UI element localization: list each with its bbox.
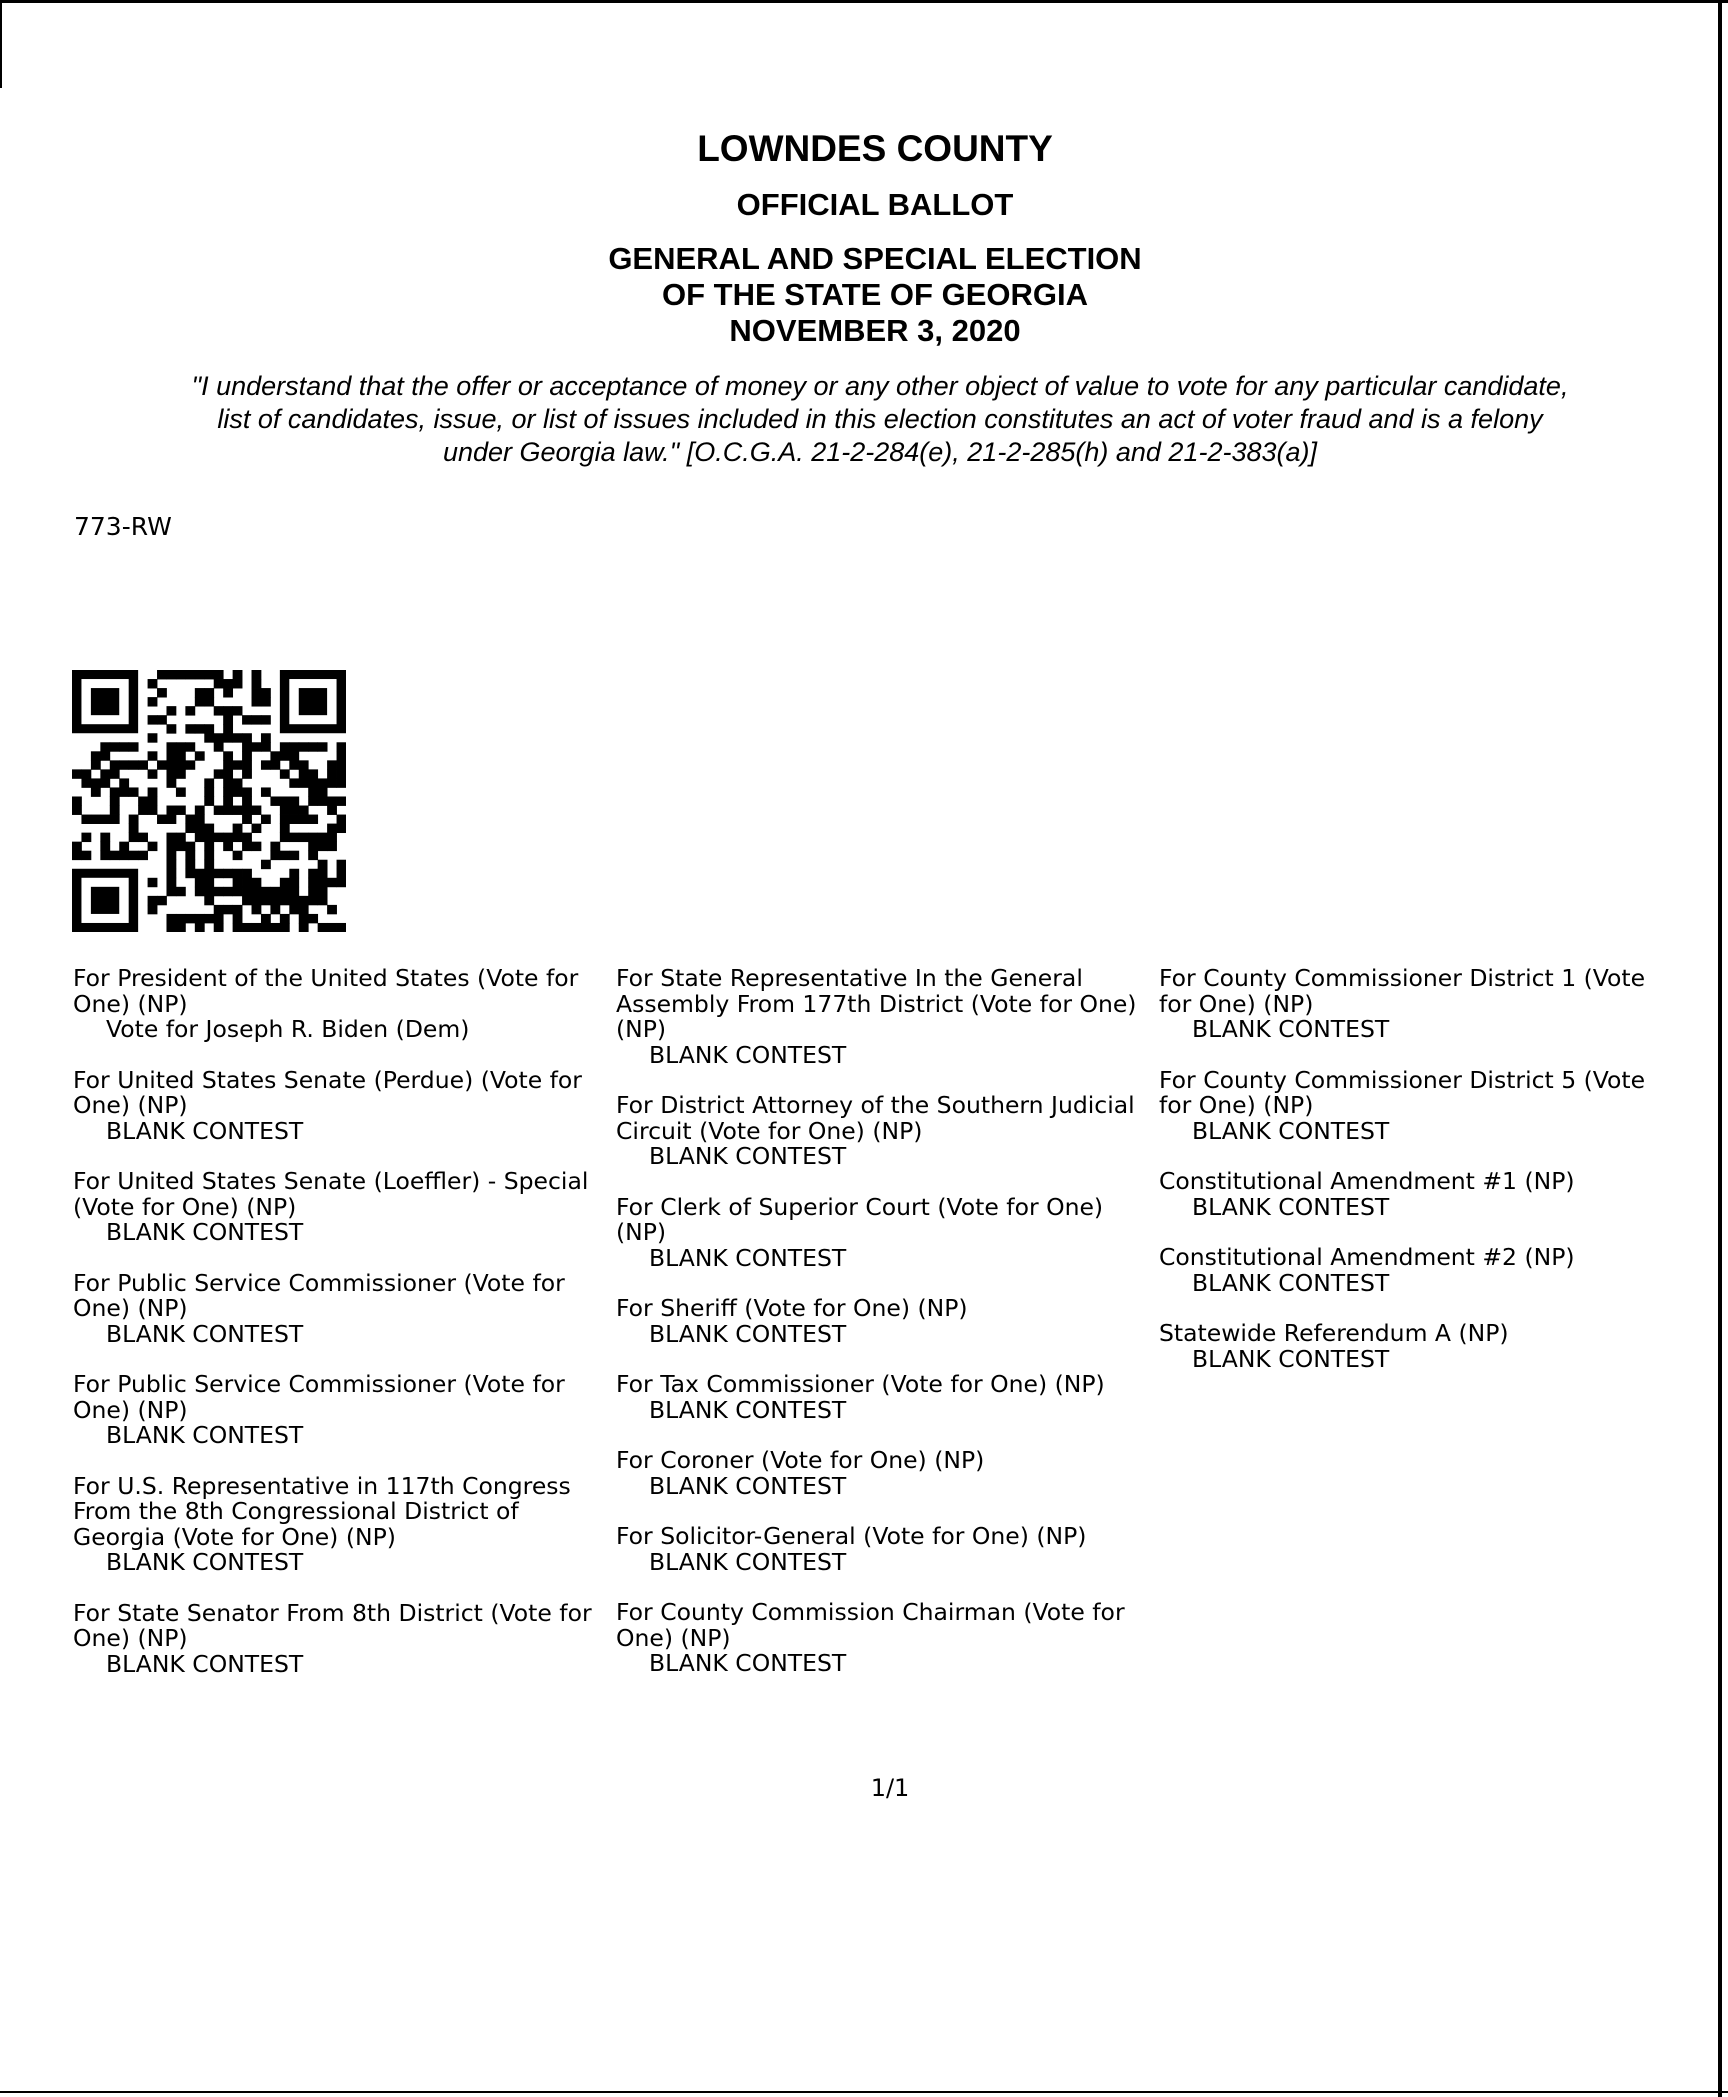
contest-item: [616, 1524, 1156, 1575]
contest-item: [73, 1372, 613, 1449]
contest-item: [616, 1372, 1156, 1423]
contest-column-3: [1159, 966, 1679, 1397]
contest-title: For District Attorney of the Southern Judicial Circuit (Vote for One) (NP): [616, 1091, 1135, 1145]
left-edge-mark: [0, 0, 2, 88]
contest-title: For State Representative In the General Assembly From 177th District (Vote for One) (NP): [616, 964, 1137, 1043]
contest-column-1: [73, 966, 613, 1702]
contest-selection: BLANK CONTEST: [1192, 1192, 1390, 1221]
contest-title: For State Senator From 8th District (Vote for One) (NP): [73, 1598, 592, 1652]
contest-selection: BLANK CONTEST: [106, 1421, 304, 1449]
election-date: NOVEMBER 3, 2020: [729, 313, 1021, 348]
contest-item: [73, 1471, 613, 1576]
contest-title: For United States Senate (Perdue) (Vote for One) (NP): [73, 1065, 582, 1119]
contest-item: [1159, 1245, 1679, 1296]
contest-item: [616, 1093, 1156, 1170]
contest-selection: BLANK CONTEST: [649, 1649, 847, 1677]
contest-item: [1159, 1321, 1679, 1372]
contest-selection: BLANK CONTEST: [106, 1218, 304, 1246]
contest-title: For County Commissioner District 5 (Vote for One) (NP): [1159, 1065, 1646, 1119]
contest-selection: BLANK CONTEST: [106, 1649, 304, 1678]
top-border: [0, 0, 1728, 3]
contest-item: [73, 966, 613, 1043]
contest-selection: BLANK CONTEST: [1192, 1344, 1390, 1373]
contest-item: [73, 1268, 613, 1348]
voter-fraud-statement: [60, 370, 1700, 469]
contest-item: [616, 1448, 1156, 1499]
contest-title: Constitutional Amendment #2 (NP): [1159, 1243, 1575, 1271]
contest-selection: BLANK CONTEST: [649, 1040, 847, 1069]
contest-item: [616, 1600, 1156, 1677]
contest-column-2: [616, 966, 1156, 1702]
contest-title: For Solicitor-General (Vote for One) (NP): [616, 1522, 1087, 1550]
contest-title: For County Commission Chairman (Vote for One) (NP): [616, 1598, 1125, 1652]
county-title: LOWNDES COUNTY: [697, 128, 1053, 169]
contest-title: For President of the United States (Vote for One) (NP): [73, 964, 579, 1018]
election-name: [0, 241, 1728, 349]
contest-selection: BLANK CONTEST: [649, 1471, 847, 1500]
contest-title: For County Commissioner District 1 (Vote for One) (NP): [1159, 964, 1646, 1018]
qr-code-icon: [72, 670, 346, 932]
contest-title: Statewide Referendum A (NP): [1159, 1319, 1509, 1347]
contest-title: For Tax Commissioner (Vote for One) (NP): [616, 1370, 1105, 1398]
contest-selection: BLANK CONTEST: [106, 1319, 304, 1348]
contest-title: For United States Senate (Loeffler) - Special (Vote for One) (NP): [73, 1167, 589, 1221]
contest-item: [1159, 1169, 1679, 1220]
ballot-header: [0, 125, 1728, 349]
contest-selection: Vote for Joseph R. Biden (Dem): [106, 1015, 470, 1043]
contest-item: [73, 1169, 613, 1246]
contest-item: [616, 1192, 1156, 1272]
contest-title: For Clerk of Superior Court (Vote for One) (NP): [616, 1192, 1104, 1246]
ballot-type-title: OFFICIAL BALLOT: [736, 187, 1014, 222]
oath-line-1: "I understand that the offer or acceptance of money or any other object of value to vote for any particular candidate,: [191, 371, 1569, 401]
election-line-1: GENERAL AND SPECIAL ELECTION: [608, 241, 1142, 276]
contest-item: [73, 1598, 613, 1678]
contest-title: For U.S. Representative in 117th Congress From the 8th Congressional District of Georgia (Vote for One) (NP): [73, 1471, 571, 1551]
oath-line-3: under Georgia law." [O.C.G.A. 21-2-284(e), 21-2-285(h) and 21-2-383(a)]: [442, 437, 1318, 467]
contest-selection: BLANK CONTEST: [1192, 1015, 1390, 1043]
contest-title: For Public Service Commissioner (Vote for One) (NP): [73, 1370, 565, 1424]
contest-selection: BLANK CONTEST: [649, 1142, 847, 1170]
oath-line-2: list of candidates, issue, or list of issues included in this election constitutes an act of voter fraud and is a felony: [217, 404, 1543, 434]
contest-selection: BLANK CONTEST: [649, 1243, 847, 1272]
contest-title: Constitutional Amendment #1 (NP): [1159, 1167, 1575, 1195]
contest-selection: BLANK CONTEST: [1192, 1116, 1390, 1145]
contest-selection: BLANK CONTEST: [106, 1116, 304, 1145]
contest-selection: BLANK CONTEST: [1192, 1268, 1390, 1297]
contest-item: [1159, 1065, 1679, 1145]
ballot-style-id: 773-RW: [74, 512, 172, 541]
contest-title: For Sheriff (Vote for One) (NP): [616, 1294, 968, 1322]
contest-item: [616, 1296, 1156, 1347]
page-number: 1/1: [870, 1774, 910, 1802]
contest-selection: BLANK CONTEST: [649, 1547, 847, 1576]
bottom-border: [0, 2091, 1728, 2093]
contest-item: [1159, 966, 1679, 1043]
contest-item: [616, 966, 1156, 1068]
contest-selection: BLANK CONTEST: [106, 1548, 304, 1576]
contest-selection: BLANK CONTEST: [649, 1395, 847, 1424]
contest-title: For Coroner (Vote for One) (NP): [616, 1446, 985, 1474]
contest-title: For Public Service Commissioner (Vote for One) (NP): [73, 1268, 565, 1322]
election-line-2: OF THE STATE OF GEORGIA: [662, 277, 1088, 312]
contest-item: [73, 1065, 613, 1145]
contest-selection: BLANK CONTEST: [649, 1319, 847, 1348]
